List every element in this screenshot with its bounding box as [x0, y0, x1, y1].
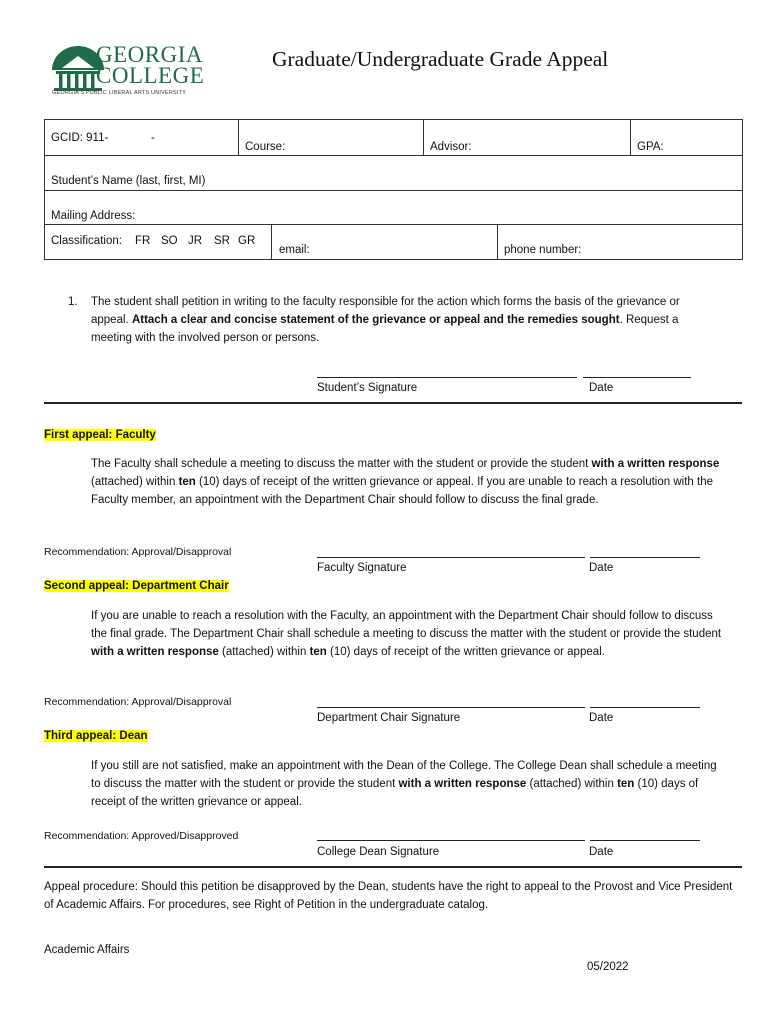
department-chair-date-line[interactable]	[590, 707, 700, 708]
dean-signature-line[interactable]	[317, 840, 585, 841]
faculty-recommendation[interactable]: Recommendation: Approval/Disapproval	[44, 546, 232, 558]
course-field[interactable]	[239, 120, 424, 156]
dean-recommendation[interactable]: Recommendation: Approved/Disapproved	[44, 830, 239, 842]
classification-option-so[interactable]: SO	[161, 235, 178, 247]
student-signature-label: Student’s Signature	[317, 382, 418, 394]
gcid-label: GCID: 911-	[51, 132, 109, 144]
faculty-date-line[interactable]	[590, 557, 700, 558]
third-appeal-heading: Third appeal: Dean	[44, 730, 148, 742]
classification-option-fr[interactable]: FR	[135, 235, 151, 247]
step-number: 1.	[68, 296, 78, 308]
second-appeal-heading: Second appeal: Department Chair	[44, 580, 229, 592]
logo-wordmark-georgia: GEORGIA	[96, 42, 203, 67]
section-divider	[44, 402, 742, 404]
advisor-field[interactable]	[424, 120, 631, 156]
document-title: Graduate/Undergraduate Grade Appeal	[272, 47, 609, 71]
phone-number-label[interactable]: phone number:	[504, 244, 582, 256]
third-appeal-text: If you still are not satisfied, make an appointment with the Dean of the College. The College Dean shall schedule a meeting to discuss the matter with the student or provide the student with a written response (attached) within ten (10) days of receipt of the written grievance or appeal.	[91, 760, 717, 808]
student-info-table	[44, 119, 743, 260]
revision-date: 05/2022	[587, 961, 629, 973]
faculty-date-label: Date	[589, 562, 614, 574]
student-date-label: Date	[589, 382, 614, 394]
student-signature-line[interactable]	[317, 377, 577, 378]
gpa-label: GPA:	[637, 141, 664, 153]
mailing-address-label: Mailing Address:	[51, 210, 136, 222]
department-chair-recommendation[interactable]: Recommendation: Approval/Disapproval	[44, 696, 232, 708]
logo-wordmark-college: COLLEGE	[96, 63, 205, 88]
gcid-dash: -	[151, 132, 155, 144]
first-appeal-text: The Faculty shall schedule a meeting to discuss the matter with the student or provide the student with a written response (attached) within ten (10) days of receipt of the written grievance or appeal. If you are unable to reach a resolution with the Faculty member, an appointment with the Department Chair should follow to discuss the final grade.	[91, 458, 720, 506]
dean-signature-label: College Dean Signature	[317, 846, 440, 858]
student-name-label: Student’s Name (last, first, MI)	[51, 175, 206, 187]
gcid-field[interactable]	[45, 120, 239, 156]
georgia-college-logo	[48, 44, 218, 100]
classification-label: Classification:	[51, 235, 122, 247]
department-chair-date-label: Date	[589, 712, 614, 724]
second-appeal-text: If you are unable to reach a resolution with the Faculty, an appointment with the Department Chair should follow to discuss the final grade. The Department Chair shall schedule a meeting to discuss the matter with the student or provide the student with a written response (attached) within ten (10) days of receipt of the written grievance or appeal.	[91, 610, 722, 658]
first-appeal-heading: First appeal: Faculty	[44, 429, 156, 441]
student-name-field[interactable]	[45, 156, 743, 191]
email-label[interactable]: email:	[279, 244, 310, 256]
mailing-address-field[interactable]	[45, 191, 743, 225]
department-chair-signature-label: Department Chair Signature	[317, 712, 461, 724]
course-label: Course:	[245, 141, 286, 153]
faculty-signature-label: Faculty Signature	[317, 562, 407, 574]
advisor-label: Advisor:	[430, 141, 472, 153]
department-chair-signature-line[interactable]	[317, 707, 585, 708]
dean-date-label: Date	[589, 846, 614, 858]
appeal-procedure-note: Appeal procedure: Should this petition be disapproved by the Dean, students have the right to appeal to the Provost and Vice President of Academic Affairs. For procedures, see Right of Petition in the undergraduate catalog.	[44, 881, 733, 911]
logo-tagline: GEORGIA'S PUBLIC LIBERAL ARTS UNIVERSITY	[52, 90, 187, 96]
gpa-field[interactable]	[631, 120, 743, 156]
office-name: Academic Affairs	[44, 944, 130, 956]
classification-option-sr[interactable]: SR	[214, 235, 230, 247]
student-date-line[interactable]	[583, 377, 691, 378]
faculty-signature-line[interactable]	[317, 557, 585, 558]
classification-option-jr[interactable]: JR	[188, 235, 203, 247]
footer-divider	[44, 866, 742, 868]
dean-date-line[interactable]	[590, 840, 700, 841]
classification-option-gr[interactable]: GR	[238, 235, 256, 247]
step1-instructions: The student shall petition in writing to the faculty responsible for the action which forms the basis of the grievance or appeal. Attach a clear and concise statement of the grievance or appeal and the remedies sought. Request a meeting with the involved person or persons.	[91, 296, 680, 344]
